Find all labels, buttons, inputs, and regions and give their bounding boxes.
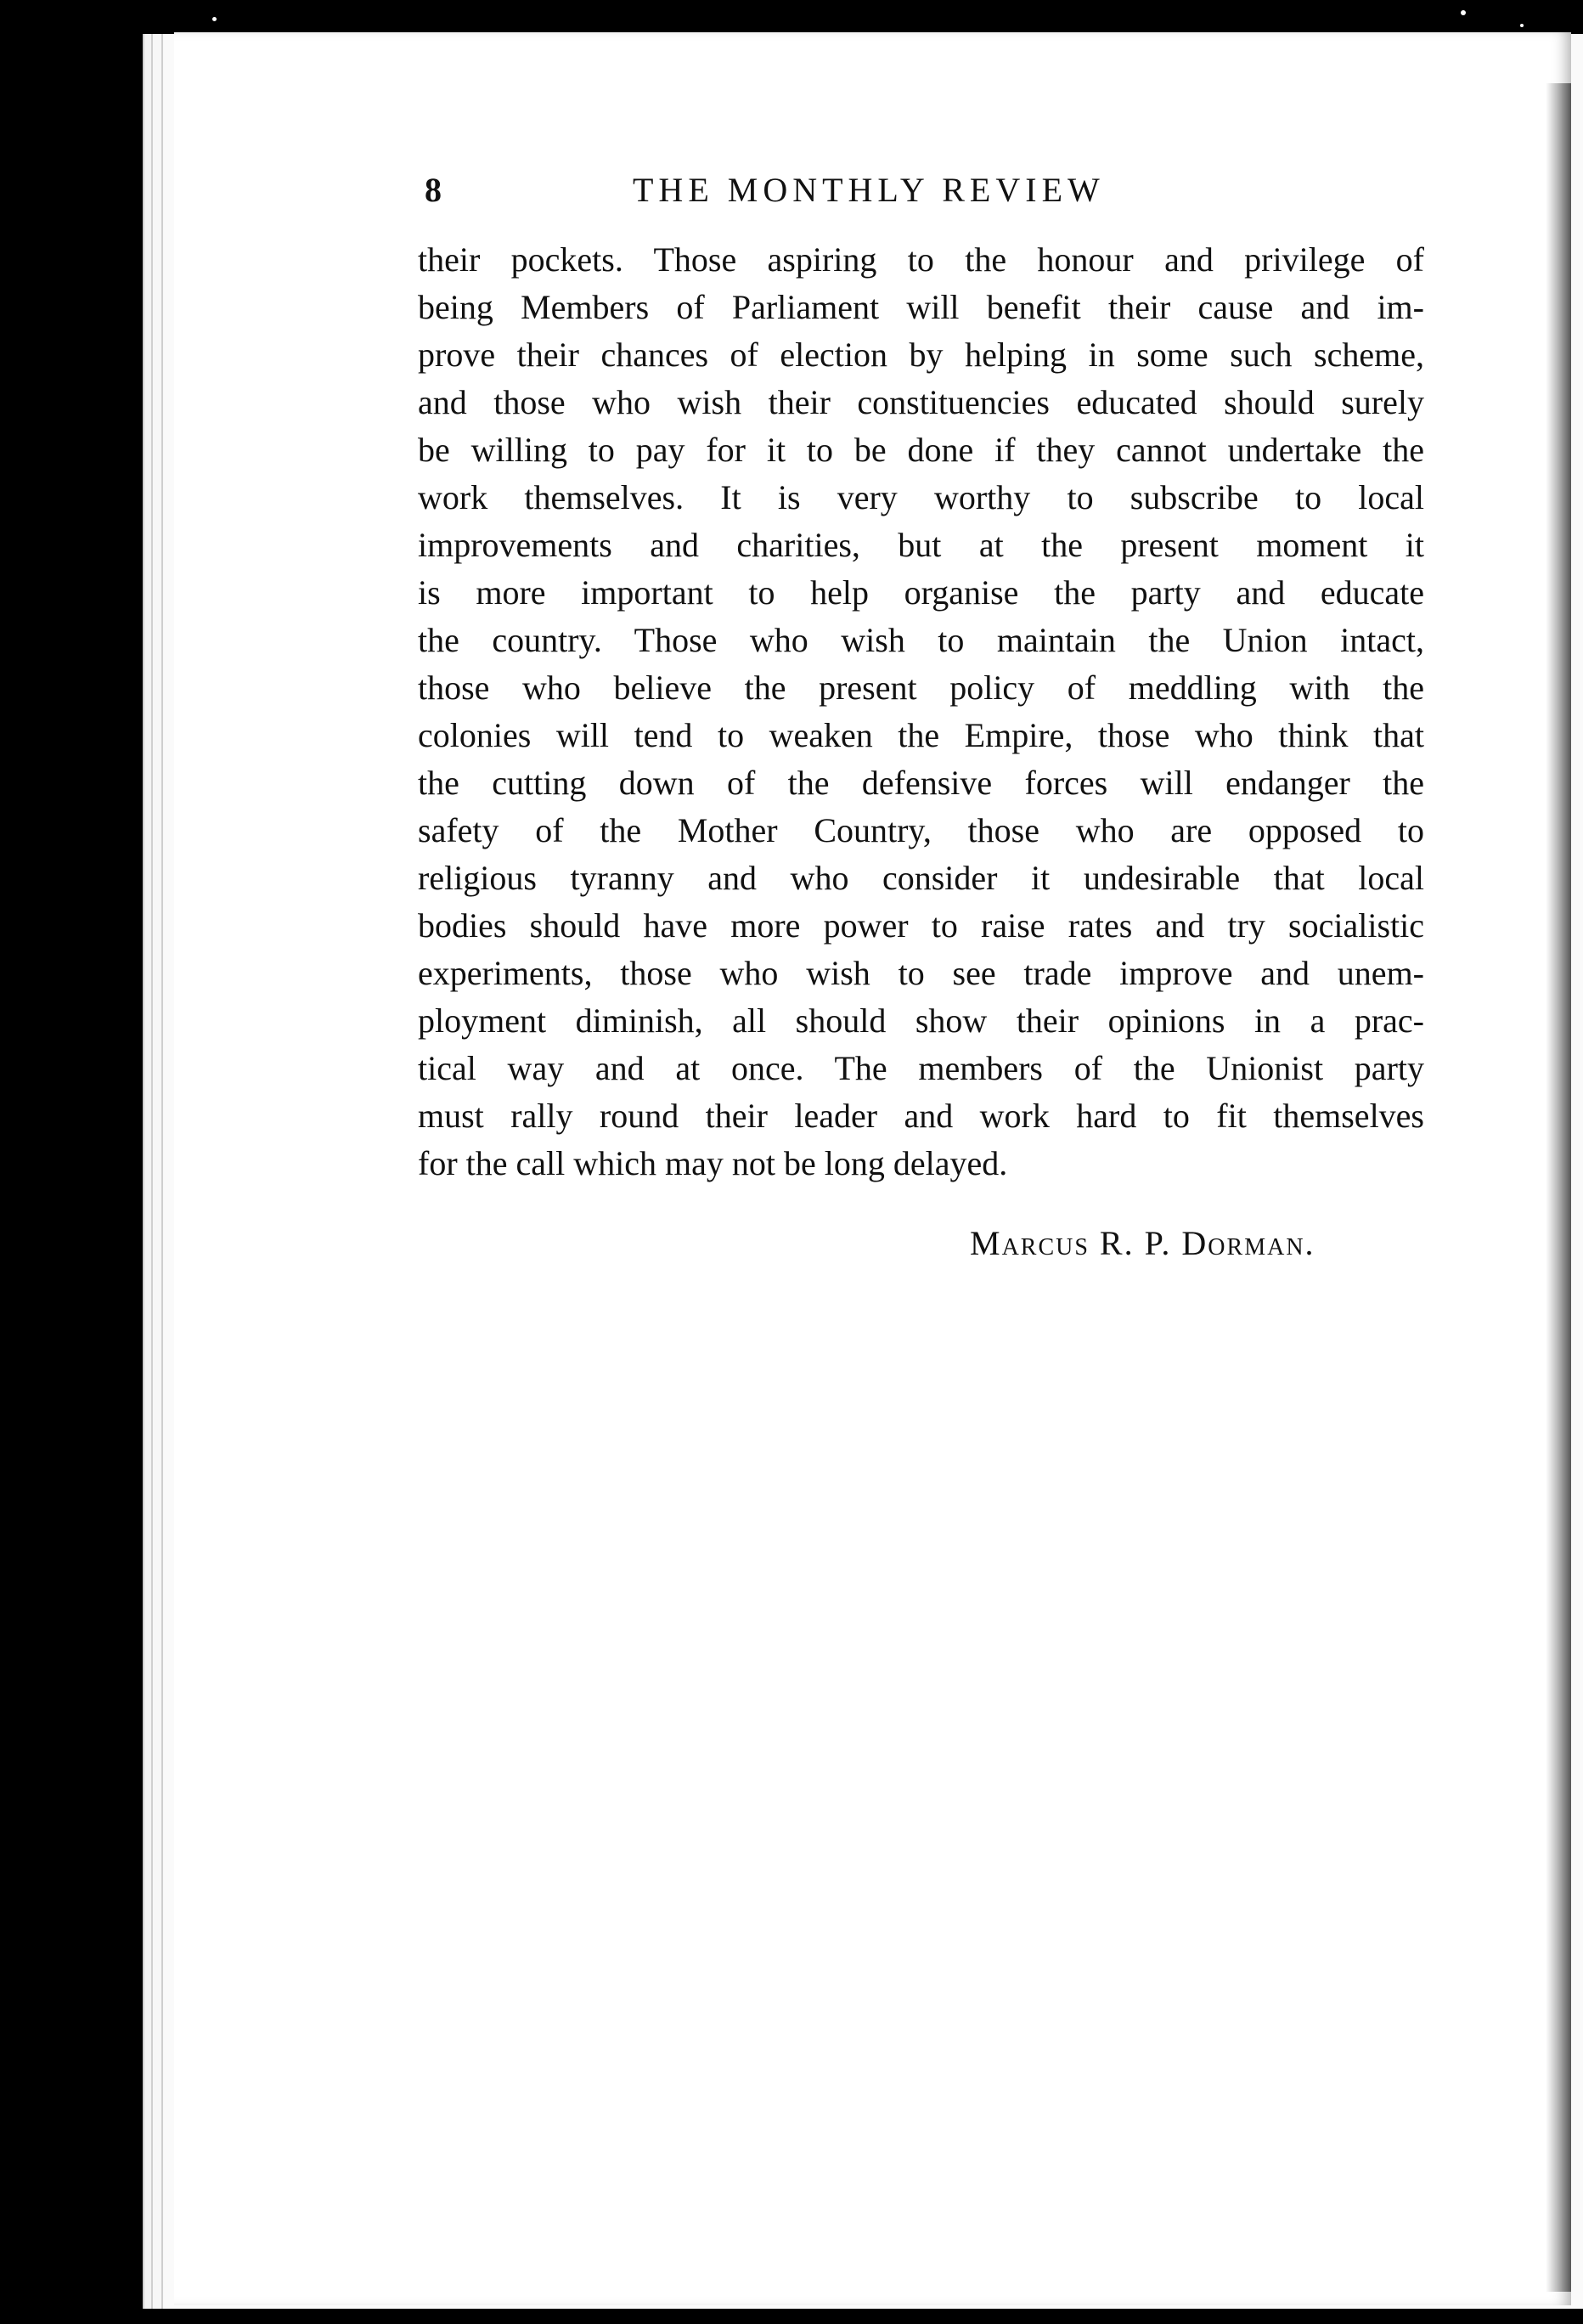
text-line: be willing to pay for it to be done if they cannot undertake the (418, 431, 1424, 469)
text-line: improvements and charities, but at the present moment it (418, 526, 1424, 564)
text-line: experiments, those who wish to see trade improve and unem- (418, 954, 1424, 992)
running-head (425, 170, 1214, 221)
scan-speck (1520, 24, 1524, 27)
text-line: tical way and at once. The members of the Unionist party (418, 1049, 1424, 1087)
text-line: religious tyranny and who consider it undesirable that local (418, 859, 1424, 897)
text-line: colonies will tend to weaken the Empire, those who think that (418, 716, 1424, 754)
text-line: being Members of Parliament will benefit their cause and im- (418, 288, 1424, 326)
text-line: and those who wish their constituencies educated should surely (418, 383, 1424, 421)
text-line: those who believe the present policy of meddling with the (418, 668, 1424, 707)
text-line: must rally round their leader and work hard to fit themselves (418, 1097, 1424, 1135)
scan-speck (212, 17, 217, 21)
text-line: ployment diminish, all should show their opinions in a prac- (418, 1001, 1424, 1040)
author-signature: Marcus R. P. Dorman. (970, 1224, 1315, 1262)
text-line: the country. Those who wish to maintain the Union intact, (418, 621, 1424, 659)
text-line: for the call which may not be long delayed. (418, 1144, 1008, 1182)
scan-speck (1461, 10, 1466, 15)
journal-title: THE MONTHLY REVIEW (633, 171, 1105, 209)
article-body (418, 236, 1424, 1187)
page-number: 8 (425, 171, 442, 209)
text-line: work themselves. It is very worthy to subscribe to local (418, 478, 1424, 516)
page-gutter-shadow (1546, 83, 1571, 2292)
text-line: prove their chances of election by helping in some such scheme, (418, 336, 1424, 374)
text-line: bodies should have more power to raise rates and try socialistic (418, 906, 1424, 945)
text-line: the cutting down of the defensive forces will endanger the (418, 764, 1424, 802)
text-line: their pockets. Those aspiring to the honour and privilege of (418, 240, 1424, 279)
text-line: is more important to help organise the party and educate (418, 573, 1424, 612)
text-line: safety of the Mother Country, those who are opposed to (418, 811, 1424, 849)
